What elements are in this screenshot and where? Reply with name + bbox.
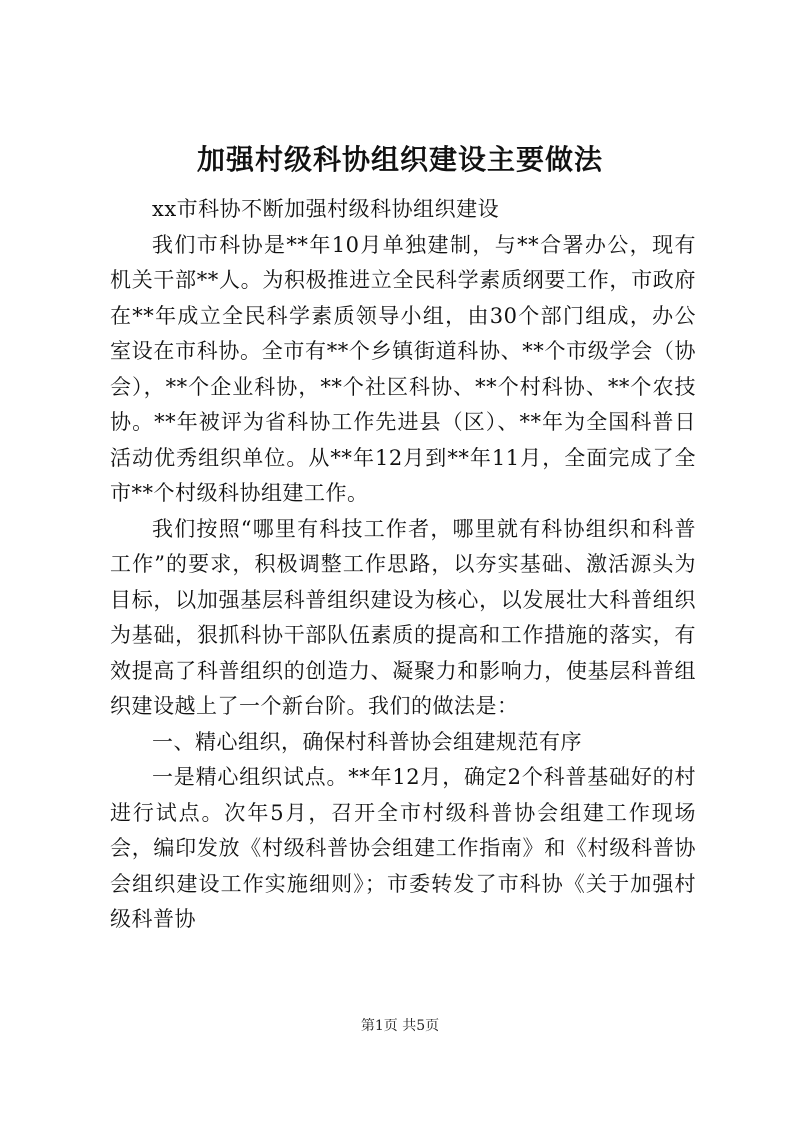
page-number: 第1页 共5页 <box>360 1018 440 1034</box>
body-paragraph: 我们市科协是**年10月单独建制，与**合署办公，现有机关干部**人。为积极推进立全民科学素质纲要工作，市政府在**年成立全民科学素质领导小组，由30个部门组成，办公室设在市科协。全市有**个乡镇街道科协、**个市级学会（协会），**个企业科协，**个社区科协、**个村科协、**个农技协。**年被评为省科协工作先进县（区）、**年为全国科普日活动优秀组织单位。从**年12月到**年11月，全面完成了全市**个村级科协组建工作。 <box>110 232 696 505</box>
section-heading: 一、精心组织，确保村科普协会组建规范有序 <box>152 729 582 754</box>
body-paragraph: 一是精心组织试点。**年12月，确定2个科普基础好的村进行试点。次年5月，召开全市村级科普协会组建工作现场会，编印发放《村级科普协会组建工作指南》和《村级科普协会组织建设工作实施细则》；市委转发了市科协《关于加强村级科普协 <box>110 765 696 931</box>
document-body <box>110 192 696 938</box>
body-paragraph: 我们按照“哪里有科技工作者，哪里就有科协组织和科普工作”的要求，积极调整工作思路，以夯实基础、激活源头为目标，以加强基层科普组织建设为核心，以发展壮大科普组织为基础，狠抓科协干部队伍素质的提高和工作措施的落实，有效提高了科普组织的创造力、凝聚力和影响力，使基层科普组织建设越上了一个新台阶。我们的做法是： <box>110 516 696 718</box>
document-title: 加强村级科协组织建设主要做法 <box>196 143 603 176</box>
subtitle-paragraph: xx市科协不断加强村级科协组织建设 <box>152 197 500 221</box>
